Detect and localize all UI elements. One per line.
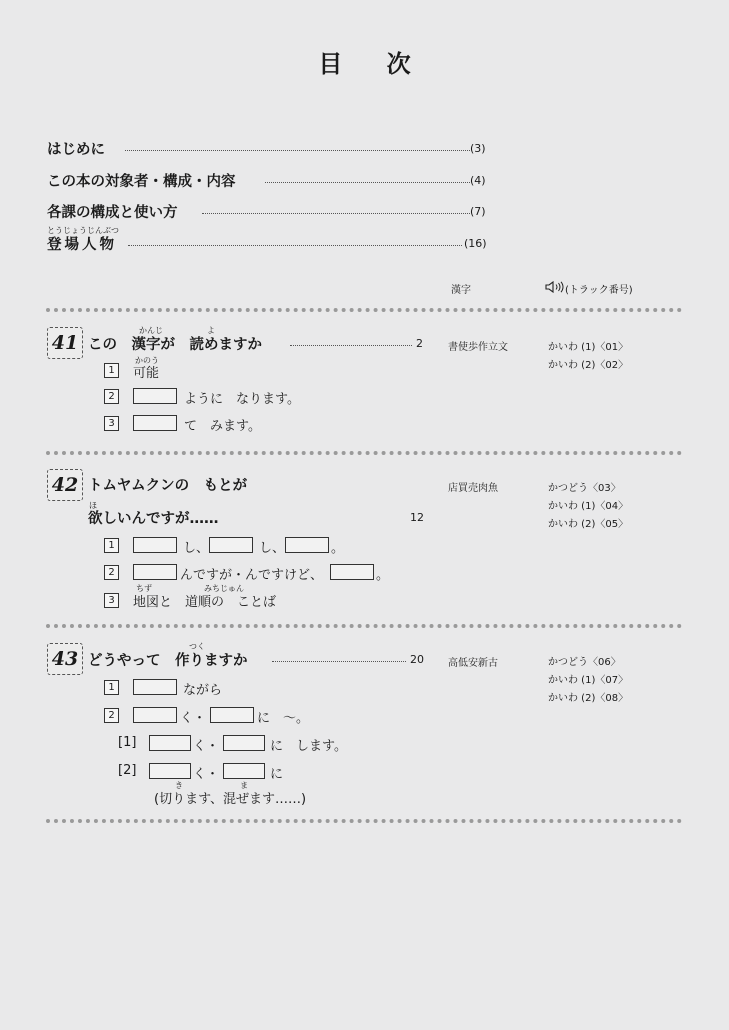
lesson-item-part[interactable]: んですが・んですけど、 [180,568,324,583]
blank-box [133,707,177,723]
ruby-text: ちず [136,584,152,593]
lesson-number-badge: 41 [47,327,83,359]
ruby-text: よ [207,326,215,335]
lesson-item-part: に [270,767,284,782]
item-number: 1 [104,680,119,695]
item-number: 1 [104,363,119,378]
item-number: 1 [104,538,119,553]
blank-box [133,679,177,695]
item-number: 3 [104,593,119,608]
audio-track[interactable]: かつどう〈06〉 [548,657,621,668]
lesson-item-part[interactable]: く・ [193,767,220,782]
audio-column-header: (トラック番号) [565,285,633,296]
ruby-text: とうじょうじんぶつ [47,226,119,235]
toc-entry-characters[interactable]: 登場人物 [47,237,117,253]
lesson-item[interactable]: 可能 [133,366,160,381]
page-title: 目 次 [318,50,429,78]
lesson-item-part[interactable]: し、 [259,541,286,556]
blank-box [223,763,265,779]
blank-box [133,415,177,431]
toc-leader [265,182,470,183]
audio-track[interactable]: かいわ (2)〈05〉 [548,519,629,530]
lesson-page-number: 20 [410,653,424,666]
speaker-icon [545,281,565,296]
blank-box [133,564,177,580]
lesson-kanji: 店買売肉魚 [448,483,498,494]
lesson-number-badge: 43 [47,643,83,675]
lesson-item-note: (切ります、混ぜます……) [154,792,307,807]
toc-leader [290,345,412,346]
item-number: 2 [104,565,119,580]
toc-page-number: (16) [464,237,487,250]
audio-track[interactable]: かいわ (1)〈01〉 [548,342,629,353]
lesson-item-part[interactable]: し、 [183,541,210,556]
toc-page-number: (4) [470,174,486,187]
blank-box [133,388,177,404]
toc-leader [125,150,470,151]
toc-entry-audience[interactable]: この本の対象者・構成・内容 [47,174,236,190]
audio-track[interactable]: かつどう〈03〉 [548,483,621,494]
toc-page-number: (3) [470,142,486,155]
toc-leader [202,213,470,214]
lesson-page-number: 12 [410,511,424,524]
lesson-title[interactable]: この 漢字が 読めますか [88,337,262,353]
lesson-item-part: に します。 [270,739,347,754]
sub-item-number: [1] [118,735,137,750]
blank-box [285,537,329,553]
item-number: 2 [104,389,119,404]
lesson-title-continued[interactable]: 欲しいんですが…… [88,511,219,527]
section-divider [46,819,682,823]
lesson-item[interactable]: ように なります。 [184,392,300,407]
lesson-item[interactable]: て みます。 [184,419,261,434]
audio-track[interactable]: かいわ (2)〈08〉 [548,693,629,704]
blank-box [149,735,191,751]
blank-box [133,537,177,553]
ruby-text: ま [240,781,248,790]
audio-track[interactable]: かいわ (1)〈04〉 [548,501,629,512]
ruby-text: かんじ [139,326,163,335]
kanji-column-header: 漢字 [451,285,471,296]
audio-track[interactable]: かいわ (1)〈07〉 [548,675,629,686]
lesson-page-number: 2 [416,337,423,350]
lesson-item-part[interactable]: く・ [180,711,207,726]
section-divider [46,624,682,628]
item-number: 3 [104,416,119,431]
lesson-item-part: 。 [376,568,390,583]
blank-box [223,735,265,751]
toc-leader [128,245,462,246]
section-divider [46,308,682,312]
lesson-item[interactable]: ながら [183,683,223,698]
blank-box [209,537,253,553]
lesson-title[interactable]: どうやって 作りますか [88,653,248,669]
lesson-number-badge: 42 [47,469,83,501]
ruby-text: ほ [89,501,97,510]
ruby-text: かのう [135,356,159,365]
ruby-text: みちじゅん [204,584,244,593]
lesson-item[interactable]: 地図と 道順の ことば [133,595,277,610]
lesson-item-part: 。 [331,541,345,556]
lesson-item-part: に 〜。 [257,711,310,726]
lesson-title[interactable]: トムヤムクンの もとが [88,478,248,494]
audio-track[interactable]: かいわ (2)〈02〉 [548,360,629,371]
blank-box [210,707,254,723]
ruby-text: つく [189,642,205,651]
toc-page-number: (7) [470,205,486,218]
sub-item-number: [2] [118,763,137,778]
lesson-item-part[interactable]: く・ [193,739,220,754]
ruby-text: き [175,781,183,790]
toc-entry-structure[interactable]: 各課の構成と使い方 [47,205,178,221]
lesson-kanji: 高低安新古 [448,658,498,669]
toc-leader [272,661,406,662]
blank-box [330,564,374,580]
lesson-kanji: 書使歩作立文 [448,342,508,353]
blank-box [149,763,191,779]
section-divider [46,451,682,455]
toc-entry-introduction[interactable]: はじめに [47,142,105,158]
item-number: 2 [104,708,119,723]
